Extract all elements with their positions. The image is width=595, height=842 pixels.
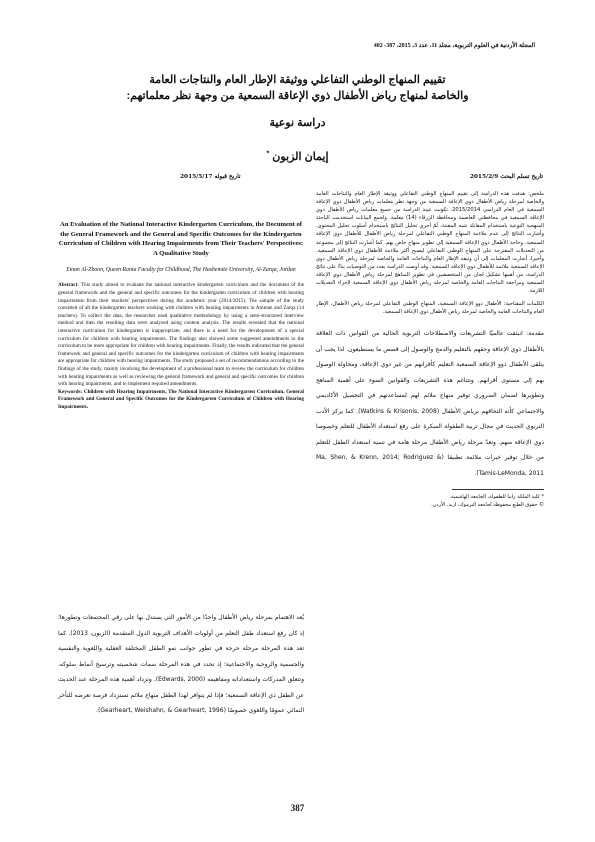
english-title: An Evaluation of the National Interactive Kindergarten Curriculum, the Document of the General Framework and the General and Specific Outcomes for the Kindergarten Curriculum of Children with Hearing Impairments from Their Teachers' Perspectives: A Qualitative Study bbox=[58, 221, 304, 257]
arabic-title-line2: والخاصة لمنهاج رياض الأطفال ذوي الإعاقة السمعية من وجهة نظر معلماتهم: bbox=[126, 90, 469, 102]
journal-header: المجلة الأردنية في العلوم التربوية، مجلد 11، عدد 3، 2015، 387- 402 bbox=[373, 43, 535, 49]
arabic-author bbox=[0, 150, 595, 163]
english-column bbox=[58, 190, 304, 411]
arabic-title-line1: تقييم المنهاج الوطني التفاعلي ووثيقة الإطار العام والنتاجات العامة bbox=[149, 74, 446, 86]
arabic-intro-right: مقدمة: انبثقت عالميًا التشريعات والاصطلاحات التربوية الحالية من القوانين ذات العلاقة بالأطفال ذوي الإعاقة وحقهم بالتعليم والدمج والوصول إلى قصص ما يستطيعون. لذا يجب أن يتلقى الأطفال ذوو الإعاقة السمعية التعليم كأقرانهم من غير ذوي الإعاقة، ومحاولة الوصول بهم إلى مستوى أقرانهم. وتتناغم هذه التشريعات والقوانين الضوء على أهمية المناهج وتطويرها لضمان الضروري توفير منهاج ملائم لهم لمساعدتهم في التحصيل الأكاديمي والاجتماعي كأنه التحاقهم برياض الأطفال (Watkins & Krisonis, 2008). كما يركز الأدب التربوي الحديث في مجال تربية الطفولة المبكرة على رفع استعداد الأطفال للتعلم وخصوصا ذوي الإعاقة منهم. وتعدّ مرحلة رياض الأطفال مرحلة هامة في تنمية استعداد الطفل للتعلم من خلال توفير خبرات ملائمة تطبيقا (Ma, Shen, & Krenn, 2014; Rodriguez & Tamis-LeMonda, 2011). bbox=[316, 330, 544, 477]
author-name: إيمان الزبون bbox=[272, 151, 329, 163]
arabic-keywords: الكلمات المفتاحية: الأطفال ذوو الإعاقة السمعية، المنهاج الوطني التفاعلي لمرحلة رياض الأطفال، الإطار العام والنتاجات العامة والخاصة لمرحلة رياض الأطفال ذوي الإعاقة السمعية. bbox=[316, 301, 544, 316]
english-author: Eman Al-Zboon, Queen Rania Faculty for Childhood, The Hashemite University, Al-Zarqa, Jordan bbox=[66, 267, 296, 274]
footnote-divider bbox=[452, 489, 544, 490]
received-date: تاريخ تسلم البحث 2015/2/9 bbox=[469, 174, 543, 180]
arabic-intro-left: يُعد الاهتمام بمرحلة رياض الأطفال واحدًا من الأمور التي يستدل بها على رقي المجتمعات وتطورها؛ إذ كان رفع استعداد طفل التعلم من أولويات الأهداف التربوية الدول المتقدمة (الزبون، 2013). كما تعد هذه المرحلة مرحلة حرجة في تطور جوانب نمو الطفل المختلفة العقلية واللغوية والنفسية والجسمية والروحية والاجتماعية؛ إذ تحدد في هذه المرحلة سمات شخصيته وترسيخ أنماط سلوكه، وتتعلق المدركات واستعداداته ومفاهيمه (Edwards, 2000). وتزداد أهمية هذه المرحلة عند الحديث عن الطفل ذي الإعاقة السمعية؛ فإذا لم يتوافر لهذا الطفل منهاج ملائم تستزداد فرصة تعرضه للتأخر النمائي عمومًا واللغوي خصوصًا (Gearheart, Weishahn, & Gearheart, 1996). bbox=[58, 614, 305, 714]
abstract-text: : This study aimed to evaluate the national interactive kindergarten curriculum and the document of the general framework and the general and specific outcomes for the kindergarten curriculum of children with hearing impairments from their teachers' perspectives during the academic year (2014/2015). The sample of the study consisted of all the kindergarten teachers working with children with hearing impairments in Amman and Zarqa (14 teachers). To collect the data, the researcher used qualitative methodology by using a semi-structured interview method and then the resulting data were analyzed using content analysis. The results revealed that the national interactive curriculum for kindergarten is inappropriate, and there is a need for the development of a special curriculum for children with hearing impairments. The findings also showed some suggested amendments to the curriculum to be more appropriate for children with hearing impairments. Finally, the results indicated that the general framework and general and specific outcomes for the kindergarten curriculum of children with hearing impairments are appropriate for children with hearing impairments. The study proposed a set of recommendations according to the findings of the study, mainly involving the development of a professional team to review the curriculum for children with hearing impairments as well as reviewing the general framework and general and specific outcomes for children with hearing impairments, and to implement required amendments. bbox=[58, 282, 304, 388]
author-mark: * bbox=[266, 150, 270, 158]
page-number: 387 bbox=[290, 803, 305, 813]
arabic-title bbox=[70, 72, 525, 104]
accepted-date: تاريخ قبوله 2015/5/17 bbox=[180, 174, 241, 180]
arabic-abstract: ملخص: هدفت هذه الدراسة إلى تقييم المنهاج الوطني التفاعلي ووثيقة الإطار العام والنتاجات العامة والخاصة لمرحلة رياض الأطفال ذوي الإعاقة السمعية من وجهة نظر معلمات رياض الأطفال ذوي الإعاقة السمعية في العام الدراسي 2015/2014. تكونت عينة الدراسة من جميع معلمات رياض الأطفال ذوي الإعاقة السمعية في محافظتي العاصمة ومحافظة الزرقاء (14) معلمة. ولجمع البيانات استخدمت الباحثة المنهجية النوعية باستخدام المقابلة شبه المقننة، ثُمّ أجري تحليل النتائج باستخدام أسلوب تحليل المحتوى. وأشارت النتائج إلى عدم ملاءمة المنهاج الوطني التفاعلي لمرحلة رياض الأطفال للأطفال ذوي الإعاقة السمعية، وحاجة الأطفال ذوي الإعاقة السمعية إلى تطوير منهاج خاص بهم. كما أشارت النتائج إلى مجموعة من التعديلات المقترحة على المنهاج الوطني التفاعلي ليصبح أكثر ملاءمة للأطفال ذوي الإعاقة السمعية. وأخيرا، أشارت المعلمات إلى أن وثيقة الإطار العام والنتاجات العامة والخاصة لمرحلة رياض الأطفال ذوي الإعاقة السمعية ملائمة للأطفال ذوي الإعاقة السمعية. وقد أوصت الدراسة بعدد من التوصيات بناءً على نتائج الدراسة، من أهمها تشكيل لجان من المتخصصين في تطوير المناهج لمرحلة رياض الأطفال ذوي الإعاقة السمعية ومراجعة النتاجات العامة والخاصة لمرحلة رياض الأطفال ذوي الإعاقة السمعية لإجراء التعديلات اللازمة. bbox=[316, 191, 544, 295]
english-abstract bbox=[58, 282, 304, 388]
footnote-copyright: © حقوق الطبع محفوظة لجامعة اليرموك، اربد، الأردن. bbox=[431, 502, 544, 509]
arabic-subtitle: دراسة نوعية bbox=[269, 117, 326, 129]
footnote-affiliation: * كلية الملكة رانيا للطفولة، الجامعة الهاشمية. bbox=[449, 494, 544, 501]
abstract-label: Abstract bbox=[58, 282, 78, 289]
english-keywords: Keywords: Children with Hearing Impairments, The National Interactive Kindergarten Curriculum, General Framework and General and Specific Outcomes for the Kindergarten Curriculum of Children with Hearing Impairments. bbox=[58, 388, 304, 410]
arabic-column bbox=[316, 190, 544, 509]
